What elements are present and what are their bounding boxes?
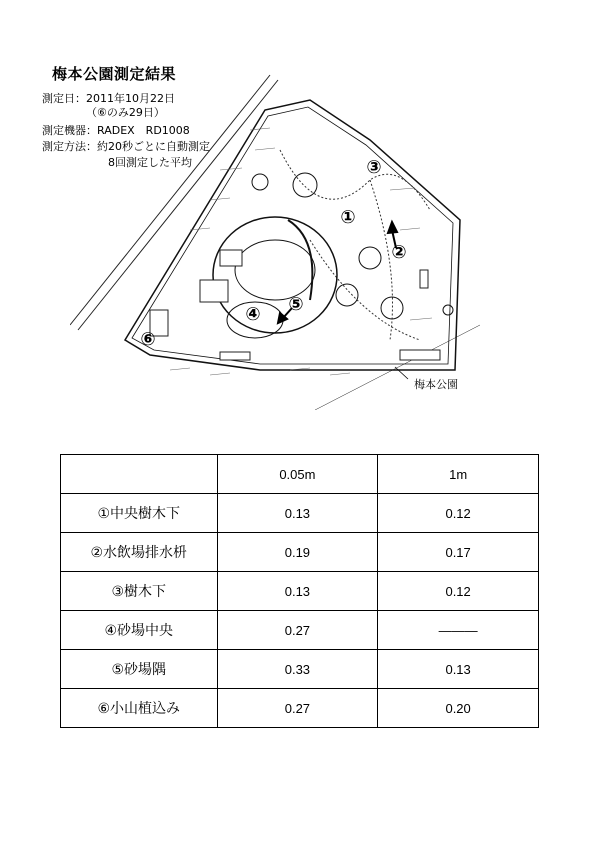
sandbox (213, 217, 337, 338)
measurement-date: 測定日：2011年10月22日 (42, 92, 175, 105)
location-cell: ①中央樹木下 (61, 494, 218, 533)
header-1m: 1m (378, 455, 539, 494)
table-header-row (61, 455, 539, 494)
value-005m: 0.19 (217, 533, 378, 572)
park-map (70, 70, 480, 410)
value-1m: 0.13 (378, 650, 539, 689)
value-1m: 0.12 (378, 572, 539, 611)
table-row (61, 533, 539, 572)
value-005m: 0.13 (217, 494, 378, 533)
table-row (61, 494, 539, 533)
park-name-label: 梅本公園 (414, 378, 458, 391)
value-005m: 0.27 (217, 611, 378, 650)
value-005m: 0.27 (217, 689, 378, 728)
value-1m: 0.17 (378, 533, 539, 572)
location-cell: ⑥小山植込み (61, 689, 218, 728)
header-blank (61, 455, 218, 494)
table-row (61, 611, 539, 650)
marker-1: ① (340, 207, 356, 228)
table-row (61, 650, 539, 689)
measurement-method: 測定方法：約20秒ごとに自動測定 (42, 140, 210, 153)
marker-4: ④ (245, 304, 261, 325)
location-cell: ②水飲場排水枡 (61, 533, 218, 572)
table-row (61, 572, 539, 611)
measurement-date-note: （⑥のみ29日） (86, 106, 165, 119)
value-1m: ――― (378, 611, 539, 650)
location-cell: ⑤砂場隅 (61, 650, 218, 689)
marker-3: ③ (366, 157, 382, 178)
location-cell: ③樹木下 (61, 572, 218, 611)
value-1m: 0.20 (378, 689, 539, 728)
table-row (61, 689, 539, 728)
marker-6: ⑥ (140, 329, 156, 350)
marker-5: ⑤ (288, 294, 304, 315)
marker-2: ② (391, 242, 407, 263)
location-cell: ④砂場中央 (61, 611, 218, 650)
value-005m: 0.33 (217, 650, 378, 689)
trees (252, 173, 453, 319)
document-title: 梅本公園測定結果 (52, 65, 177, 83)
results-table (60, 454, 539, 728)
header-005m: 0.05m (217, 455, 378, 494)
park-outline (125, 100, 460, 370)
measurement-markers (140, 157, 406, 350)
value-005m: 0.13 (217, 572, 378, 611)
value-1m: 0.12 (378, 494, 539, 533)
measurement-method-detail: 8回測定した平均 (108, 156, 192, 169)
measurement-device: 測定機器：RADEX RD1008 (42, 124, 190, 137)
